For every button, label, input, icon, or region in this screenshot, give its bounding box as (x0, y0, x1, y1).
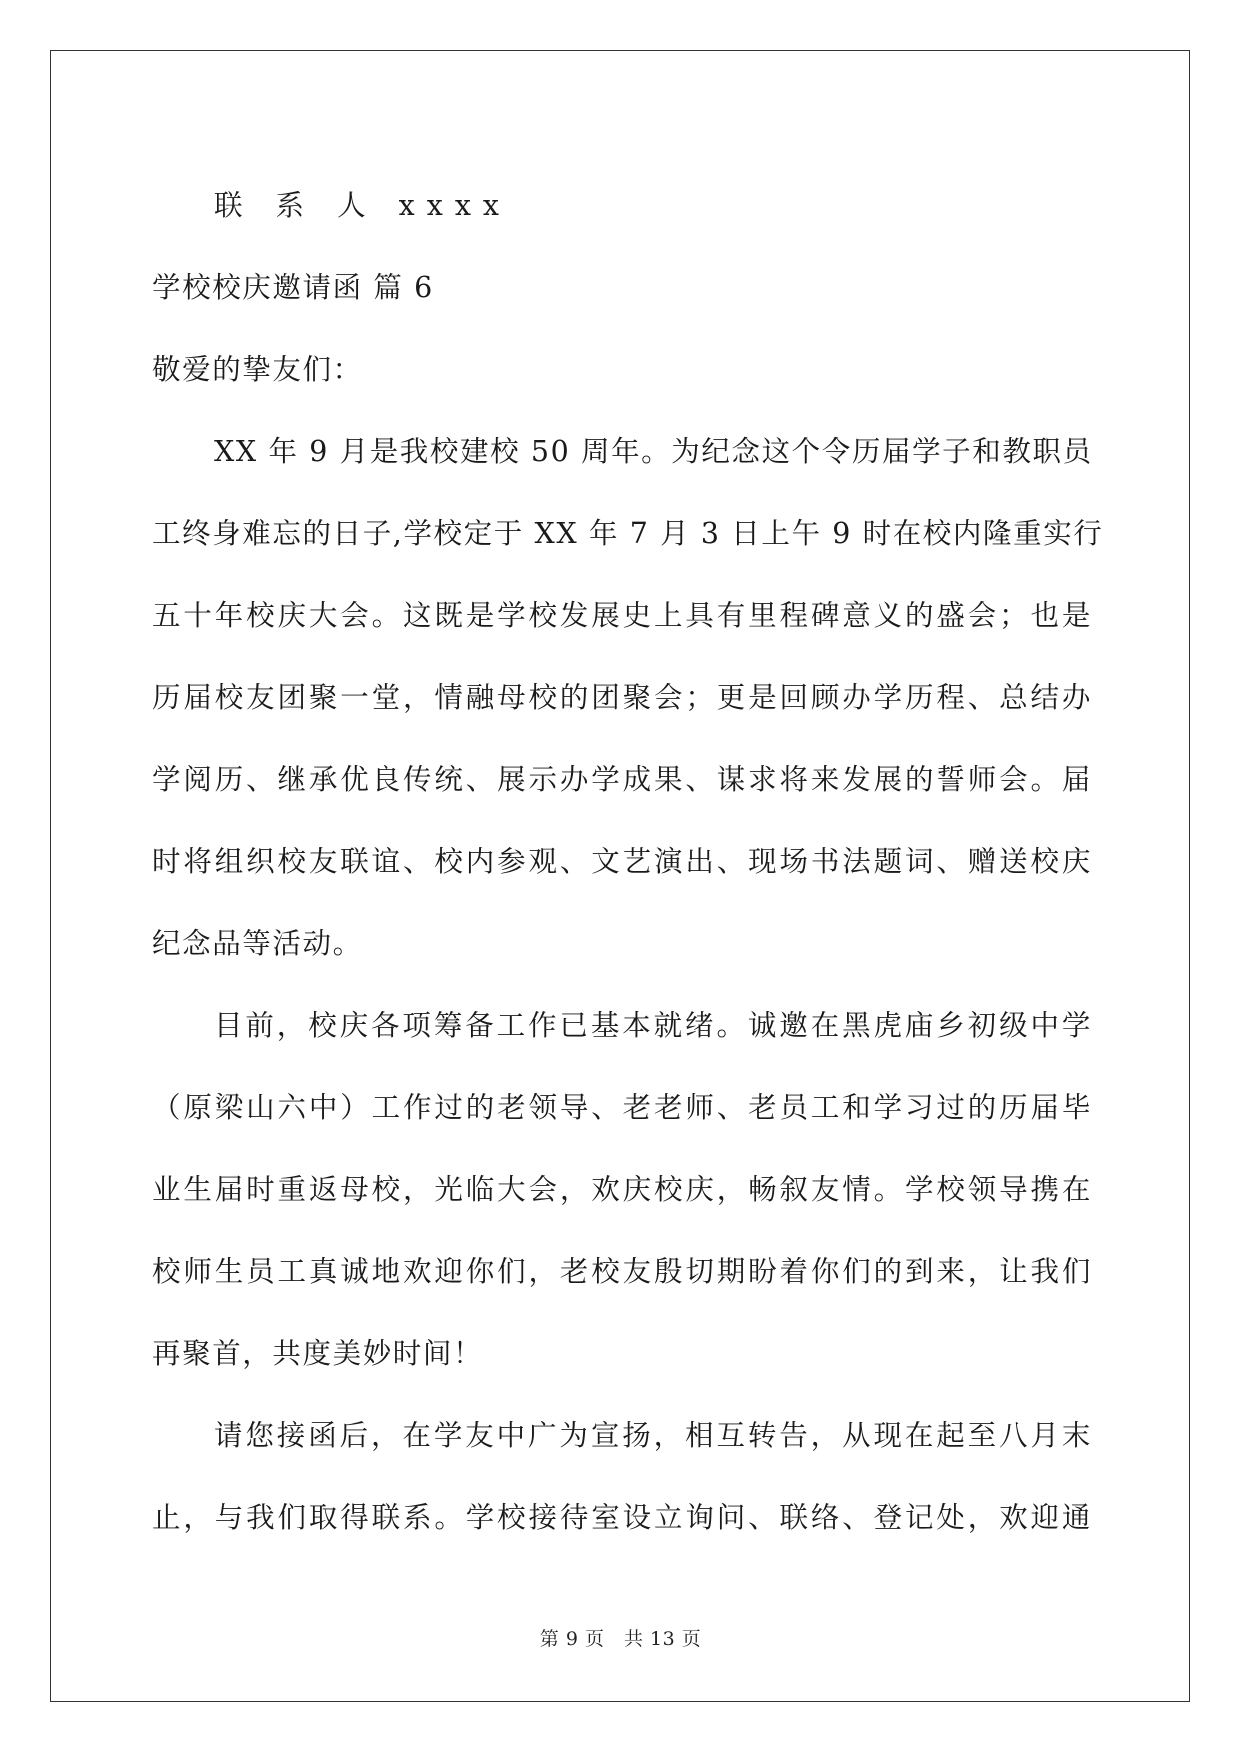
paragraph-line: 再聚首，共度美妙时间！ (152, 1337, 484, 1370)
paragraph-line: 五十年校庆大会。这既是学校发展史上具有里程碑意义的盛会；也是 (152, 599, 1092, 632)
paragraph-line: XX 年 9 月是我校建校 50 周年。为纪念这个令历届学子和教职员 (214, 435, 1093, 468)
salutation: 敬爱的挚友们： (152, 353, 363, 386)
paragraph (152, 1395, 1092, 1559)
paragraph (152, 411, 1104, 985)
paragraph-line: 历届校友团聚一堂，情融母校的团聚会；更是回顾办学历程、总结办 (152, 681, 1092, 714)
paragraph-line: 工终身难忘的日子,学校定于 XX 年 7 月 3 日上午 9 时在校内隆重实行 (152, 517, 1104, 550)
section-title: 学校校庆邀请函 篇 6 (152, 271, 434, 304)
paragraph-line: 目前，校庆各项筹备工作已基本就绪。诚邀在黑虎庙乡初级中学 (214, 1009, 1092, 1042)
page-number-footer: 第 9 页 共 13 页 (539, 1628, 702, 1650)
paragraph-line: 时将组织校友联谊、校内参观、文艺演出、现场书法题词、赠送校庆 (152, 845, 1092, 878)
paragraph (152, 985, 1092, 1395)
paragraph-line: 止，与我们取得联系。学校接待室设立询问、联络、登记处，欢迎通 (152, 1501, 1092, 1534)
paragraph-line: （原梁山六中）工作过的老领导、老老师、老员工和学习过的历届毕 (152, 1091, 1092, 1124)
paragraph-line: 学阅历、继承优良传统、展示办学成果、谋求将来发展的誓师会。届 (152, 763, 1092, 796)
paragraph-line: 业生届时重返母校，光临大会，欢庆校庆，畅叙友情。学校领导携在 (152, 1173, 1092, 1206)
paragraph-line: 纪念品等活动。 (152, 927, 363, 960)
document-body (152, 165, 1104, 1559)
contact-line: 联 系 人 xxxx (214, 189, 511, 222)
paragraph-line: 请您接函后，在学友中广为宣扬，相互转告，从现在起至八月末 (214, 1419, 1092, 1452)
paragraph-line: 校师生员工真诚地欢迎你们，老校友殷切期盼着你们的到来，让我们 (152, 1255, 1092, 1288)
